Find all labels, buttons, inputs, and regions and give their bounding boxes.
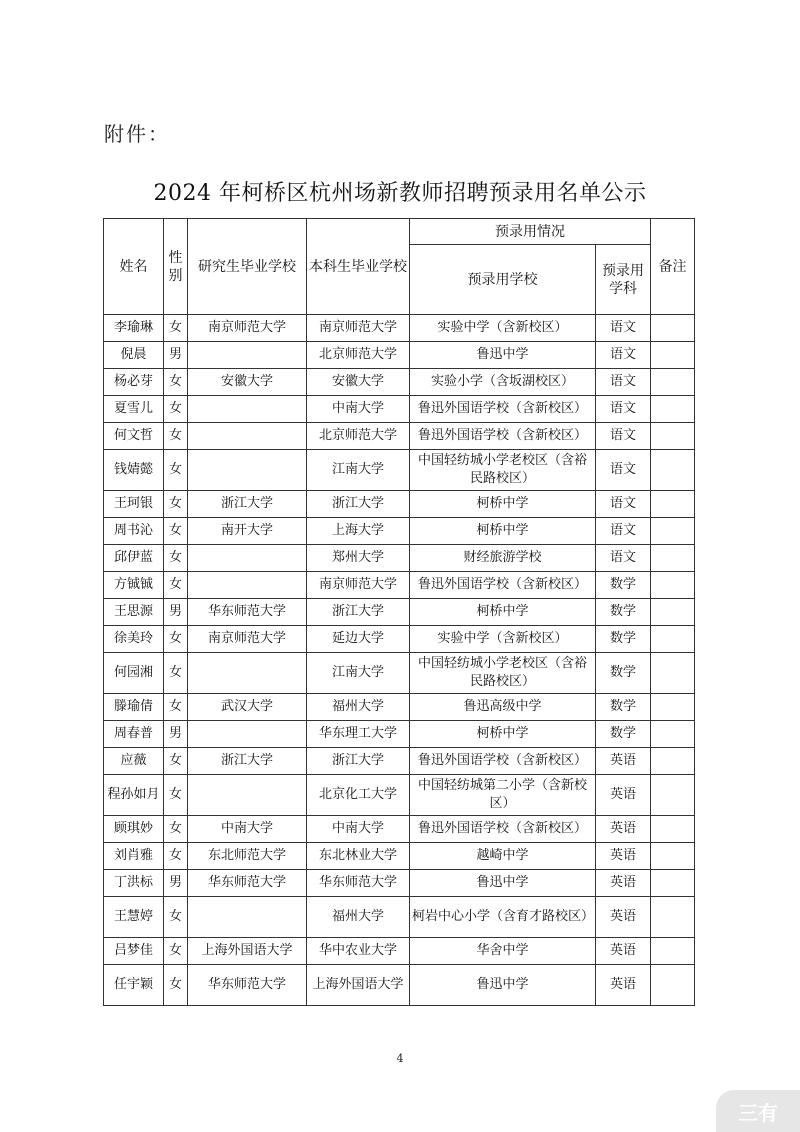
header-undergrad-school: 本科生毕业学校 (307, 219, 410, 315)
cell-undergrad-school: 华中农业大学 (307, 938, 410, 965)
header-subject: 预录用学科 (596, 245, 651, 315)
cell-subject: 语文 (596, 450, 651, 491)
cell-name: 倪晨 (104, 342, 164, 369)
table-row (104, 396, 695, 423)
cell-placement-school: 实验中学（含新校区） (410, 626, 596, 653)
cell-placement-school: 柯桥中学 (410, 721, 596, 748)
cell-grad-school: 浙江大学 (188, 491, 307, 518)
cell-grad-school: 安徽大学 (188, 369, 307, 396)
cell-subject: 语文 (596, 491, 651, 518)
cell-name: 徐美玲 (104, 626, 164, 653)
cell-gender: 男 (164, 721, 188, 748)
cell-remark (651, 748, 695, 775)
cell-subject: 语文 (596, 545, 651, 572)
cell-subject: 语文 (596, 369, 651, 396)
cell-undergrad-school: 南京师范大学 (307, 315, 410, 342)
cell-remark (651, 816, 695, 843)
cell-gender: 女 (164, 897, 188, 938)
table-row (104, 938, 695, 965)
cell-remark (651, 843, 695, 870)
cell-subject: 英语 (596, 965, 651, 1006)
table-row (104, 572, 695, 599)
cell-subject: 数学 (596, 599, 651, 626)
cell-name: 周春普 (104, 721, 164, 748)
cell-name: 吕梦佳 (104, 938, 164, 965)
cell-grad-school: 华东师范大学 (188, 870, 307, 897)
cell-remark (651, 599, 695, 626)
cell-placement-school: 中国轻纺城小学老校区（含裕民路校区） (410, 653, 596, 694)
watermark-logo: 三有 (716, 1090, 800, 1132)
cell-name: 周书沁 (104, 518, 164, 545)
page-number: 4 (396, 1052, 404, 1065)
cell-undergrad-school: 福州大学 (307, 897, 410, 938)
cell-subject: 数学 (596, 721, 651, 748)
cell-placement-school: 鲁迅外国语学校（含新校区） (410, 748, 596, 775)
table-body (104, 315, 695, 1006)
cell-placement-school: 柯桥中学 (410, 491, 596, 518)
table-row (104, 450, 695, 491)
cell-gender: 女 (164, 626, 188, 653)
cell-placement-school: 鲁迅外国语学校（含新校区） (410, 396, 596, 423)
cell-undergrad-school: 浙江大学 (307, 491, 410, 518)
attachment-label: 附件： (104, 122, 170, 146)
table-row (104, 775, 695, 816)
table-row (104, 518, 695, 545)
cell-placement-school: 华舍中学 (410, 938, 596, 965)
cell-gender: 女 (164, 694, 188, 721)
cell-name: 邱伊蓝 (104, 545, 164, 572)
header-grad-school: 研究生毕业学校 (188, 219, 307, 315)
cell-gender: 女 (164, 450, 188, 491)
cell-grad-school (188, 396, 307, 423)
cell-subject: 英语 (596, 870, 651, 897)
table-row (104, 748, 695, 775)
cell-grad-school: 南京师范大学 (188, 315, 307, 342)
cell-placement-school: 实验中学（含新校区） (410, 315, 596, 342)
cell-subject: 语文 (596, 342, 651, 369)
table-row (104, 965, 695, 1006)
cell-placement-school: 中国轻纺城第二小学（含新校区） (410, 775, 596, 816)
cell-placement-school: 鲁迅中学 (410, 870, 596, 897)
table-row (104, 491, 695, 518)
cell-undergrad-school: 福州大学 (307, 694, 410, 721)
cell-undergrad-school: 延边大学 (307, 626, 410, 653)
table-row (104, 816, 695, 843)
cell-placement-school: 柯岩中心小学（含育才路校区） (410, 897, 596, 938)
header-remarks: 备注 (651, 219, 695, 315)
table-row (104, 653, 695, 694)
table-row (104, 423, 695, 450)
cell-undergrad-school: 江南大学 (307, 450, 410, 491)
cell-remark (651, 545, 695, 572)
cell-grad-school (188, 721, 307, 748)
cell-gender: 男 (164, 599, 188, 626)
document-title: 2024 年柯桥区杭州场新教师招聘预录用名单公示 (153, 181, 647, 206)
cell-gender: 女 (164, 315, 188, 342)
table-row (104, 870, 695, 897)
cell-undergrad-school: 上海大学 (307, 518, 410, 545)
table-row (104, 599, 695, 626)
cell-grad-school: 南开大学 (188, 518, 307, 545)
cell-undergrad-school: 北京师范大学 (307, 342, 410, 369)
cell-undergrad-school: 上海外国语大学 (307, 965, 410, 1006)
cell-gender: 女 (164, 545, 188, 572)
cell-subject: 英语 (596, 775, 651, 816)
cell-gender: 女 (164, 572, 188, 599)
cell-gender: 女 (164, 369, 188, 396)
header-placement-school: 预录用学校 (410, 245, 596, 315)
cell-remark (651, 315, 695, 342)
cell-remark (651, 450, 695, 491)
cell-remark (651, 938, 695, 965)
cell-subject: 英语 (596, 816, 651, 843)
cell-placement-school: 鲁迅中学 (410, 342, 596, 369)
cell-undergrad-school: 江南大学 (307, 653, 410, 694)
cell-grad-school: 浙江大学 (188, 748, 307, 775)
cell-subject: 语文 (596, 423, 651, 450)
cell-remark (651, 897, 695, 938)
cell-placement-school: 鲁迅外国语学校（含新校区） (410, 572, 596, 599)
cell-name: 杨必芽 (104, 369, 164, 396)
cell-placement-school: 鲁迅外国语学校（含新校区） (410, 423, 596, 450)
cell-placement-school: 柯桥中学 (410, 599, 596, 626)
cell-gender: 女 (164, 748, 188, 775)
cell-grad-school (188, 545, 307, 572)
cell-grad-school: 华东师范大学 (188, 965, 307, 1006)
cell-remark (651, 423, 695, 450)
cell-subject: 语文 (596, 396, 651, 423)
cell-subject: 数学 (596, 626, 651, 653)
table-row (104, 626, 695, 653)
cell-remark (651, 775, 695, 816)
cell-name: 王思源 (104, 599, 164, 626)
cell-subject: 数学 (596, 572, 651, 599)
cell-subject: 英语 (596, 897, 651, 938)
cell-undergrad-school: 南京师范大学 (307, 572, 410, 599)
cell-grad-school: 南京师范大学 (188, 626, 307, 653)
cell-remark (651, 870, 695, 897)
cell-grad-school: 华东师范大学 (188, 599, 307, 626)
cell-remark (651, 626, 695, 653)
cell-undergrad-school: 浙江大学 (307, 599, 410, 626)
cell-grad-school (188, 342, 307, 369)
table-row (104, 843, 695, 870)
cell-grad-school: 武汉大学 (188, 694, 307, 721)
cell-gender: 女 (164, 775, 188, 816)
cell-undergrad-school: 华东师范大学 (307, 870, 410, 897)
cell-undergrad-school: 中南大学 (307, 396, 410, 423)
cell-undergrad-school: 安徽大学 (307, 369, 410, 396)
table-row (104, 369, 695, 396)
recruitment-table (103, 218, 695, 1006)
cell-subject: 数学 (596, 653, 651, 694)
cell-subject: 英语 (596, 843, 651, 870)
cell-grad-school (188, 572, 307, 599)
cell-name: 刘肖雅 (104, 843, 164, 870)
cell-placement-school: 实验小学（含坂湖校区） (410, 369, 596, 396)
table-row (104, 342, 695, 369)
cell-undergrad-school: 华东理工大学 (307, 721, 410, 748)
cell-placement-school: 财经旅游学校 (410, 545, 596, 572)
cell-gender: 女 (164, 816, 188, 843)
cell-subject: 语文 (596, 518, 651, 545)
header-placement-group: 预录用情况 (410, 219, 651, 245)
cell-name: 顾琪妙 (104, 816, 164, 843)
table-row (104, 721, 695, 748)
cell-grad-school (188, 450, 307, 491)
cell-placement-school: 鲁迅外国语学校（含新校区） (410, 816, 596, 843)
cell-remark (651, 396, 695, 423)
cell-remark (651, 965, 695, 1006)
cell-name: 王慧婷 (104, 897, 164, 938)
cell-gender: 女 (164, 843, 188, 870)
cell-subject: 语文 (596, 315, 651, 342)
cell-remark (651, 721, 695, 748)
cell-remark (651, 518, 695, 545)
cell-placement-school: 鲁迅中学 (410, 965, 596, 1006)
cell-name: 方铖铖 (104, 572, 164, 599)
cell-remark (651, 342, 695, 369)
cell-remark (651, 653, 695, 694)
cell-grad-school: 上海外国语大学 (188, 938, 307, 965)
cell-grad-school: 东北师范大学 (188, 843, 307, 870)
cell-subject: 英语 (596, 748, 651, 775)
cell-name: 程孙如月 (104, 775, 164, 816)
cell-gender: 女 (164, 965, 188, 1006)
cell-undergrad-school: 北京化工大学 (307, 775, 410, 816)
cell-name: 何文哲 (104, 423, 164, 450)
cell-name: 李瑜琳 (104, 315, 164, 342)
cell-gender: 女 (164, 423, 188, 450)
cell-name: 应薇 (104, 748, 164, 775)
cell-remark (651, 694, 695, 721)
cell-undergrad-school: 中南大学 (307, 816, 410, 843)
cell-remark (651, 572, 695, 599)
cell-undergrad-school: 北京师范大学 (307, 423, 410, 450)
cell-name: 丁洪标 (104, 870, 164, 897)
cell-undergrad-school: 东北林业大学 (307, 843, 410, 870)
cell-gender: 女 (164, 518, 188, 545)
table-row (104, 897, 695, 938)
cell-gender: 男 (164, 870, 188, 897)
cell-remark (651, 491, 695, 518)
header-name: 姓名 (104, 219, 164, 315)
cell-gender: 男 (164, 342, 188, 369)
cell-subject: 英语 (596, 938, 651, 965)
cell-placement-school: 柯桥中学 (410, 518, 596, 545)
cell-name: 滕瑜倩 (104, 694, 164, 721)
cell-name: 夏雪儿 (104, 396, 164, 423)
cell-name: 王珂银 (104, 491, 164, 518)
cell-gender: 女 (164, 938, 188, 965)
cell-subject: 数学 (596, 694, 651, 721)
header-gender: 性别 (164, 219, 188, 315)
table-row (104, 545, 695, 572)
cell-undergrad-school: 浙江大学 (307, 748, 410, 775)
cell-grad-school: 中南大学 (188, 816, 307, 843)
cell-gender: 女 (164, 491, 188, 518)
cell-grad-school (188, 775, 307, 816)
cell-gender: 女 (164, 653, 188, 694)
cell-placement-school: 中国轻纺城小学老校区（含裕民路校区） (410, 450, 596, 491)
cell-remark (651, 369, 695, 396)
cell-name: 何园湘 (104, 653, 164, 694)
cell-placement-school: 鲁迅高级中学 (410, 694, 596, 721)
cell-grad-school (188, 897, 307, 938)
cell-placement-school: 越崎中学 (410, 843, 596, 870)
cell-grad-school (188, 653, 307, 694)
cell-name: 任宇颖 (104, 965, 164, 1006)
table-row (104, 694, 695, 721)
cell-undergrad-school: 郑州大学 (307, 545, 410, 572)
cell-grad-school (188, 423, 307, 450)
table-row (104, 315, 695, 342)
cell-name: 钱婧懿 (104, 450, 164, 491)
cell-gender: 女 (164, 396, 188, 423)
